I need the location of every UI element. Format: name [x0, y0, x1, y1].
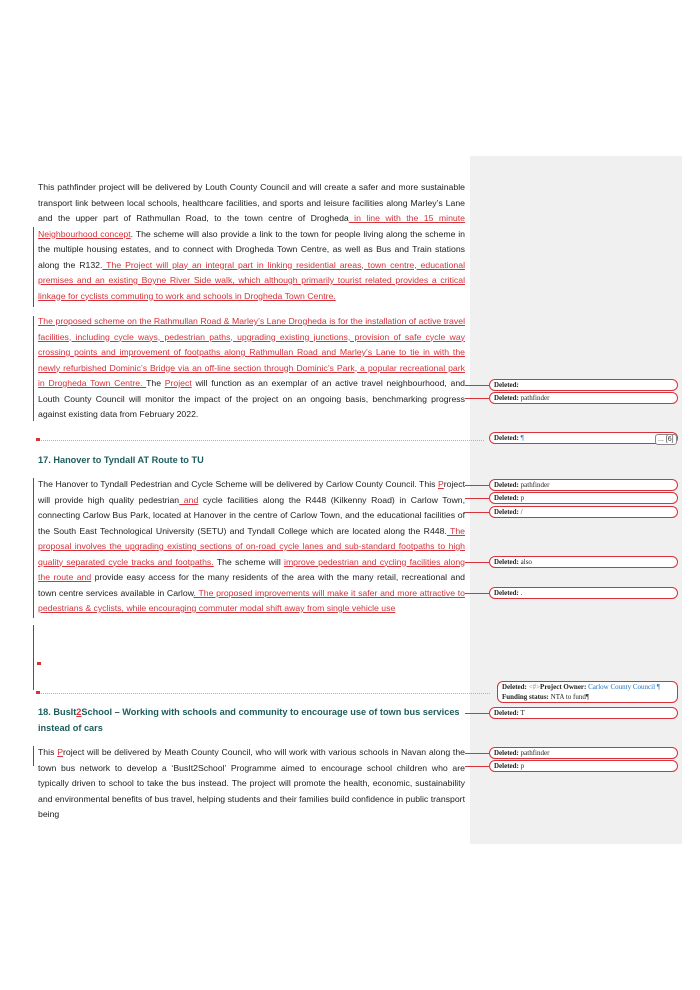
inserted-text: The proposal involves the upgrading existing sections of on-road cycle lanes and sub-standard footpaths to high quality separated cycle tracks and footpaths.	[38, 525, 465, 567]
deletion-comment[interactable]	[489, 747, 678, 759]
comment-leader	[465, 593, 489, 594]
inserted-text: in line with the 15 minute Neighbourhood concept	[38, 213, 465, 239]
comment-label: Deleted:	[502, 683, 527, 691]
comment-label: Deleted:	[494, 762, 519, 770]
comment-text: pathfinder	[518, 394, 550, 402]
paragraph-rathmullan	[38, 314, 465, 423]
comment-text: p	[518, 494, 525, 502]
more-comments-badge[interactable]: ... [6]	[655, 434, 677, 445]
comment-line	[502, 692, 673, 702]
deletion-comment[interactable]	[489, 760, 678, 772]
comment-text: <#>	[526, 683, 541, 691]
heading-18	[38, 704, 465, 736]
text-run: School – Working with schools and community to encourage use of town bus services instead of cars	[38, 707, 460, 733]
comment-text: p	[518, 762, 525, 770]
heading-17: 17. Hanover to Tyndall AT Route to TU	[38, 455, 204, 465]
inserted-text: 2	[76, 707, 82, 717]
owner-value: Carlow County Council ¶	[586, 683, 660, 691]
comment-text: pathfinder	[518, 481, 550, 489]
inserted-text: and	[179, 494, 199, 505]
comment-label: Deleted:	[494, 558, 519, 566]
text-run: will function as an exemplar of an active travel neighbourhood, and Louth County Council will monitor the impact of the project on an ongoing basis, benchmarking progress against existing data from February 2022.	[38, 378, 465, 419]
inserted-text: Project	[164, 378, 192, 388]
change-bar	[33, 746, 34, 766]
text-run: This pathfinder project will be delivered by Louth County Council and will create a safer and more sustainable transport link between local schools, healthcare facilities, and sports and leisure facilities along Marley’s Lane and the upper part of Rathmullan Road, to the town centre of Drogheda	[38, 182, 465, 223]
text-run: cycle facilities along the R448 (Kilkenny Road) in Carlow Town, connecting Carlow Bus Park, located at Hanover in the centre of Carlow Town, and the educational facilities of the South East Technological University (SETU) and Tyndall College which are located along the R448.	[38, 494, 465, 536]
comment-leader	[465, 713, 489, 714]
comment-label: Deleted:	[494, 494, 519, 502]
comment-label: Deleted:	[494, 508, 519, 516]
text-run: 18. BusIt	[38, 707, 77, 717]
deletion-comment-project-owner[interactable]	[497, 681, 678, 703]
deletion-marker	[36, 438, 40, 441]
comment-text: pathfinder	[518, 749, 550, 757]
deletion-comment[interactable]	[489, 587, 678, 599]
inserted-text: improve pedestrian and cycling facilities along the route and	[38, 556, 465, 582]
comment-leader	[465, 498, 489, 499]
text-run: roject will be delivered by Meath County Council, who will work with various schools in Navan along the town bus network to develop a ‘BusIt2School’ Programme aimed to encourage school children who are typically driven to school to take the bus instead. The project will promote the health, economic, sustainability and environmental benefits of bus travel, helping students and their families build confidence in public transport being	[38, 747, 466, 819]
comment-leader	[465, 385, 489, 386]
deletion-comment[interactable]	[489, 392, 678, 404]
deletion-comment[interactable]	[489, 432, 678, 444]
paragraph-busit2school	[38, 745, 465, 823]
comment-text: .	[518, 589, 523, 597]
inserted-text: . The proposed improvements will make it safer and more attractive to pedestrians & cyclists, while encouraging commuter modal shift away from single vehicle use	[38, 587, 465, 613]
text-run: . The scheme will also provide a link to the town for people living along the scheme in the multiple housing estates, and to connect with Drogheda Town Centre, as well as Bus and Train stations along the R132.	[38, 228, 465, 270]
comment-label: Deleted:	[494, 434, 519, 442]
change-bar	[33, 478, 34, 618]
funding-label: Funding status:	[502, 693, 549, 701]
text-run: The scheme will	[213, 556, 285, 567]
comment-leader	[465, 753, 489, 754]
change-bar	[33, 316, 34, 421]
comment-leader	[465, 512, 489, 513]
inserted-text: P	[437, 479, 444, 489]
comment-leader	[465, 562, 489, 563]
text-run: This	[38, 747, 58, 757]
change-bar	[33, 227, 34, 307]
funding-value: NTA to fund¶	[548, 693, 590, 701]
deletion-comment[interactable]	[489, 492, 678, 504]
comment-line	[502, 682, 673, 692]
comment-leader	[465, 766, 489, 767]
section-break-line	[38, 440, 484, 441]
section-break-line	[38, 693, 490, 694]
comment-leader	[465, 398, 489, 399]
owner-label: Project Owner:	[540, 683, 587, 691]
deletion-comment[interactable]	[489, 479, 678, 491]
deletion-comment[interactable]	[489, 556, 678, 568]
deletion-comment[interactable]	[489, 707, 678, 719]
text-run: The	[146, 378, 165, 388]
deletion-comment[interactable]	[489, 506, 678, 518]
text-run: roject will provide high quality pedestrian	[38, 479, 465, 505]
comment-text: T	[518, 709, 525, 717]
paragraph-louth	[38, 180, 465, 304]
change-bar	[33, 625, 34, 690]
text-run: The Hanover to Tyndall Pedestrian and Cycle Scheme will be delivered by Carlow County Council. This	[38, 479, 438, 489]
comment-label: Deleted:	[494, 481, 519, 489]
comment-label: Deleted:	[494, 709, 519, 717]
deletion-comment[interactable]	[489, 379, 678, 391]
comment-text: /	[518, 508, 523, 516]
inserted-text: The Project will play an integral part in linking residential areas, town centre, educational premises and an existing Boyne River Side walk, which although primarily tourist related provides a critical linkage for cyclists commuting to work and schools in Drogheda Town Centre.	[38, 259, 465, 301]
comment-label: Deleted:	[494, 394, 519, 402]
deletion-marker	[37, 662, 41, 665]
inserted-text: P	[57, 747, 63, 757]
comment-label: Deleted:	[494, 589, 519, 597]
comment-text: also	[518, 558, 532, 566]
comment-label: Deleted:	[494, 381, 519, 389]
text-run: provide easy access for the many residents of the area with the many retail, recreational and town centre services available in Carlow	[38, 572, 465, 598]
comment-text: ¶	[518, 434, 524, 442]
comment-label: Deleted:	[494, 749, 519, 757]
paragraph-hanover	[38, 477, 465, 617]
inserted-text: The proposed scheme on the Rathmullan Road & Marley’s Lane Drogheda is for the installation of active travel facilities, including cycle ways, pedestrian paths, upgrading existing junctions, provision of safe cycle way crossing points and improvement of footpaths along Rathmullan Road and Marley’s Lane to tie in with the newly refurbished Dominic’s Bridge via an off-line section through Dominic’s Park, a popular recreational park in Drogheda Town Centre.	[38, 316, 465, 388]
deletion-marker	[36, 691, 40, 694]
comment-leader	[465, 485, 489, 486]
